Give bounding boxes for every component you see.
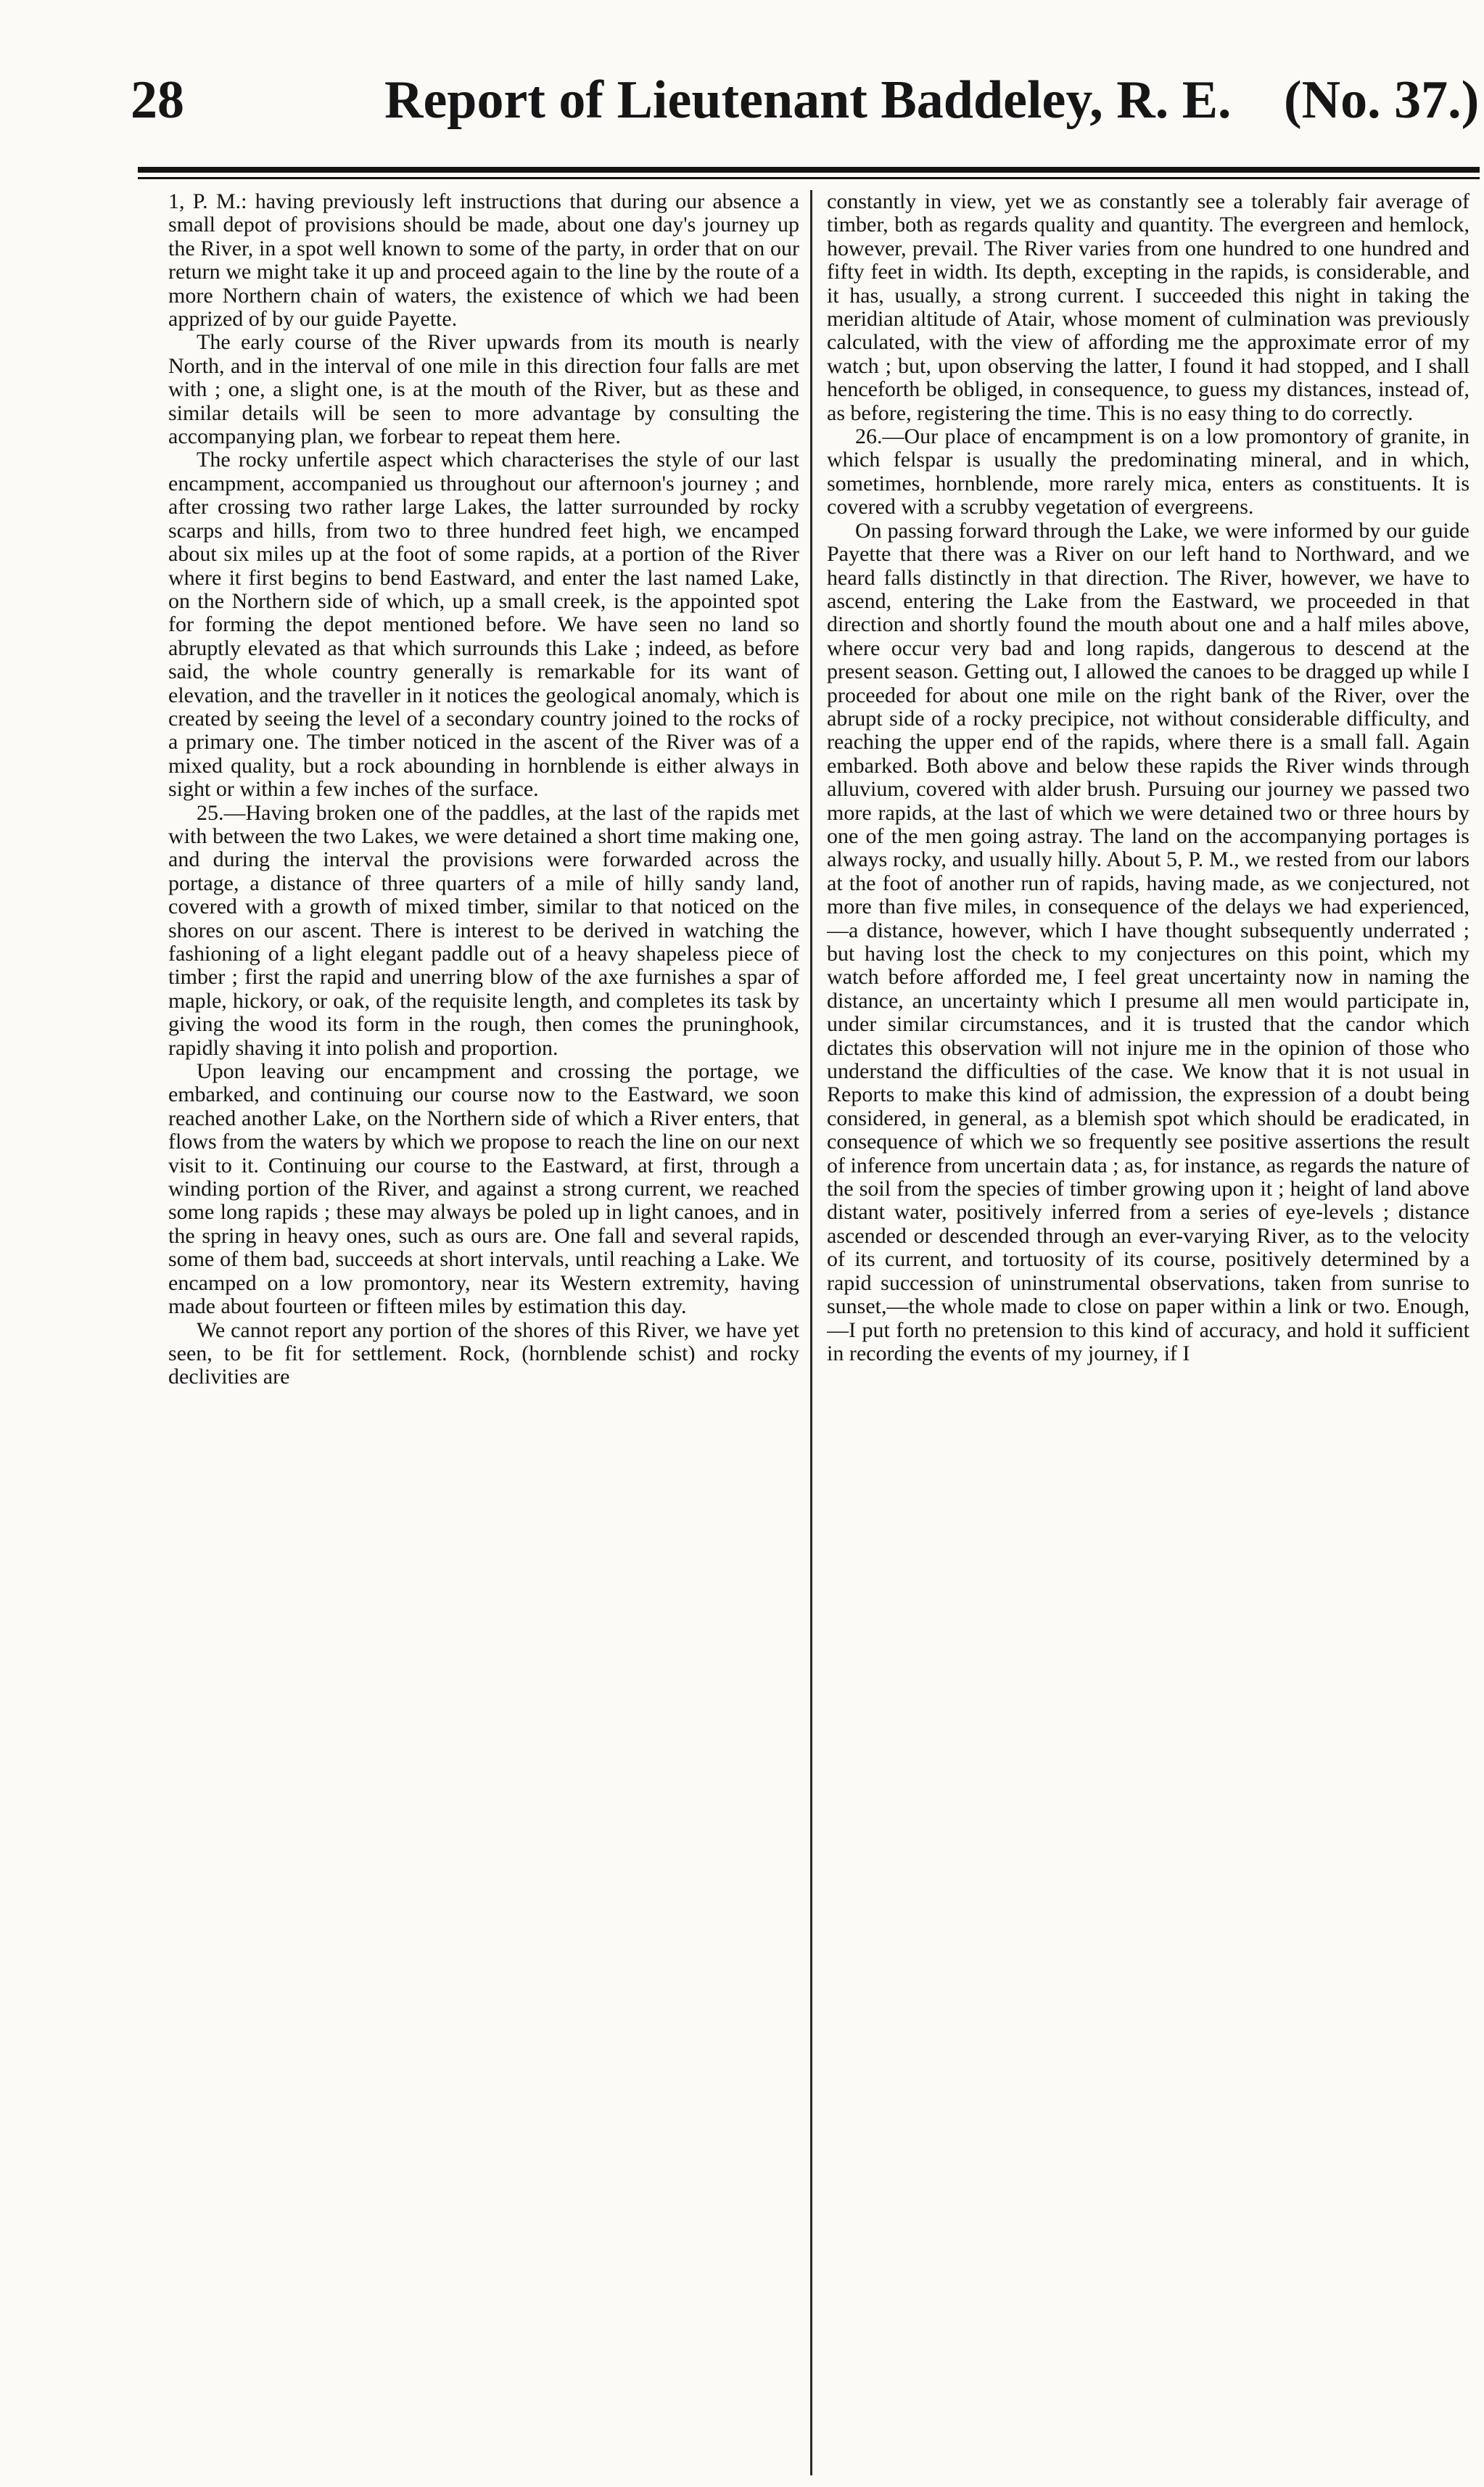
report-number: (No. 37.) xyxy=(1284,70,1480,130)
paragraph: 26.—Our place of encampment is on a low promontory of granite, in which felspar is usually the predominating mineral, and in which, sometimes, hornblende, more rarely mica, enters as constituents. It is covered with a scrubby vegetation of evergreens. xyxy=(827,424,1469,519)
header-rule-thin xyxy=(138,177,1480,179)
paragraph: constantly in view, yet we as constantly see a tolerably fair average of timber, both as regards quality and quantity. The evergreen and hemlock, however, prevail. The River varies from one hundred to one hundred and fifty feet in width. Its depth, excepting in the rapids, is considerable, and it has, usually, a strong current. I succeeded this night in taking the meridian altitude of Atair, whose moment of culmination was previously calculated, with the view of affording me the approximate error of my watch ; but, upon observing the latter, I found it had stopped, and I shall henceforth be obliged, in consequence, to guess my distances, instead of, as before, registering the time. This is no easy thing to do correctly. xyxy=(827,190,1469,425)
paragraph: Upon leaving our encampment and crossing the portage, we embarked, and continuing our course now to the Eastward, we soon reached another Lake, on the Northern side of which a River enters, that flows from the waters by which we propose to reach the line on our next visit to it. Continuing our course to the Eastward, at first, through a winding portion of the River, and against a strong current, we reached some long rapids ; these may always be poled up in light canoes, and in the spring in heavy ones, such as ours are. One fall and several rapids, some of them bad, succeeds at short intervals, until reaching a Lake. We encamped on a low promontory, near its Western extremity, having made about fourteen or fifteen miles by estimation this day. xyxy=(168,1059,799,1319)
header-rule-thick xyxy=(138,167,1480,173)
right-column xyxy=(827,190,1469,2468)
column-divider xyxy=(810,190,812,2475)
paragraph: We cannot report any portion of the shores of this River, we have yet seen, to be fit for settlement. Rock, (hornblende schist) and rocky declivities are xyxy=(168,1318,799,1389)
paragraph: On passing forward through the Lake, we were informed by our guide Payette that there was a River on our left hand to Northward, and we heard falls distinctly in that direction. The River, however, we have to ascend, entering the Lake from the Eastward, we proceeded in that direction and shortly found the mouth about one and a half miles above, where occur very bad and long rapids, dangerous to descend at the present season. Getting out, I allowed the canoes to be dragged up while I proceeded for about one mile on the right bank of the River, over the abrupt side of a rocky precipice, not without considerable difficulty, and reaching the upper end of the rapids, where there is a small fall. Again embarked. Both above and below these rapids the River winds through alluvium, covered with alder brush. Pursuing our journey we passed two more rapids, at the last of which we were detained two or three hours by one of the men going astray. The land on the accompanying portages is always rocky, and usually hilly. About 5, P. M., we rested from our labors at the foot of another run of rapids, having made, as we conjectured, not more than five miles, in consequence of the delays we had experienced,—a distance, however, which I have thought subsequently underrated ; but having lost the check to my conjectures on this point, which my watch before afforded me, I feel great uncertainty now in naming the distance, an uncertainty which I presume all men would participate in, under similar circumstances, and it is trusted that the candor which dictates this observation will not injure me in the opinion of those who understand the difficulties of the case. We know that it is not usual in Reports to make this kind of admission, the expression of a doubt being considered, in general, as a blemish spot which should be eradicated, in consequence of which we so frequently see positive assertions the result of inference from uncertain data ; as, for instance, as regards the nature of the soil from the species of timber growing upon it ; height of land above distant water, positively inferred from a series of eye-levels ; distance ascended or descended through an ever-varying River, as to the velocity of its current, and tortuosity of its course, positively determined by a rapid succession of uninstrumental observations, taken from sunrise to sunset,—the whole made to close on paper within a link or two. Enough,—I put forth no pretension to this kind of accuracy, and hold it sufficient in recording the events of my journey, if I xyxy=(827,518,1469,1365)
page-number: 28 xyxy=(131,70,184,130)
paragraph: 25.—Having broken one of the paddles, at the last of the rapids met with between the two Lakes, we were detained a short time making one, and during the interval the provisions were forwarded across the portage, a distance of three quarters of a mile of hilly sandy land, covered with a growth of mixed timber, similar to that noticed on the shores on our ascent. There is interest to be derived in watching the fashioning of a light elegant paddle out of a heavy shapeless piece of timber ; first the rapid and unerring blow of the axe furnishes a spar of maple, hickory, or oak, of the requisite length, and completes its task by giving the wood its form in the rough, then comes the pruninghook, rapidly shaving it into polish and proportion. xyxy=(168,800,799,1060)
page-header xyxy=(131,64,1480,144)
paragraph: The rocky unfertile aspect which characterises the style of our last encampment, accompanied us throughout our afternoon's journey ; and after crossing two rather large Lakes, the latter surrounded by rocky scarps and hills, from two to three hundred feet high, we encamped about six miles up at the foot of some rapids, at a portion of the River where it first begins to bend Eastward, and enter the last named Lake, on the Northern side of which, up a small creek, is the appointed spot for forming the depot mentioned before. We have seen no land so abruptly elevated as that which surrounds this Lake ; indeed, as before said, the whole country generally is remarkable for its want of elevation, and the traveller in it notices the geological anomaly, which is created by seeing the level of a secondary country joined to the rocks of a primary one. The timber noticed in the ascent of the River was of a mixed quality, but a rock abounding in hornblende is either always in sight or within a few inches of the surface. xyxy=(168,448,799,802)
paragraph: The early course of the River upwards from its mouth is nearly North, and in the interval of one mile in this direction four falls are met with ; one, a slight one, is at the mouth of the River, but as these and similar details will be seen to more advantage by consulting the accompanying plan, we forbear to repeat them here. xyxy=(168,330,799,449)
left-column xyxy=(168,190,799,2468)
running-title: Report of Lieutenant Baddeley, R. E. xyxy=(384,70,1232,130)
paragraph: 1, P. M.: having previously left instructions that during our absence a small depot of provisions should be made, about one day's journey up the River, in a spot well known to some of the party, in order that on our return we might take it up and proceed again to the line by the route of a more Northern chain of waters, the existence of which we had been apprized of by our guide Payette. xyxy=(168,190,799,332)
